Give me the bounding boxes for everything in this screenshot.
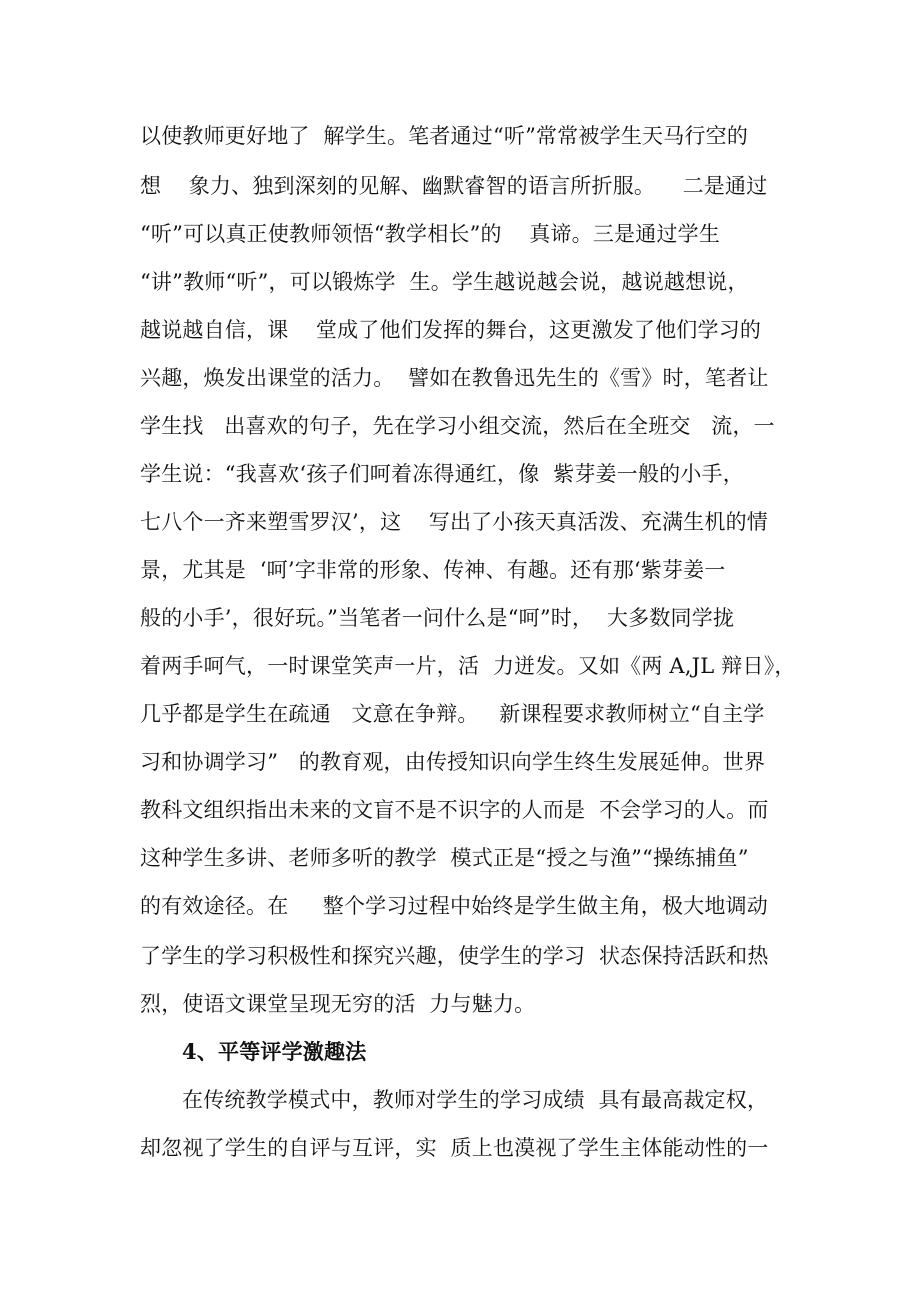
text-line: 在传统教学模式中，教师对学生的学习成绩 具有最高裁定权， [182, 1088, 769, 1112]
text-line: 七八个一齐来塑雪罗汉’，这 写出了小孩天真活泼、充满生机的情 [140, 510, 768, 534]
text-line: 学生找 出喜欢的句子，先在学习小组交流，然后在全班交 流，一 [140, 414, 775, 438]
text-line: 烈，使语文课堂呈现无穷的活 力与魅力。 [140, 992, 536, 1016]
text-line: 学生说：“我喜欢‘孩子们呵着冻得通红，像 紫芽姜一般的小手， [140, 462, 744, 486]
text-line: “听”可以真正使教师领悟“教学相长”的 真谛。三是通过学生 [140, 222, 721, 246]
text-line: 几乎都是学生在疏通 文意在争辩。 新课程要求教师树立“自主学 [140, 702, 765, 726]
text-line: 却忽视了学生的自评与互评，实 质上也漠视了学生主体能动性的一 [140, 1136, 769, 1160]
text-line: 兴趣，焕发出课堂的活力。 譬如在教鲁迅先生的《雪》时，笔者让 [140, 366, 769, 390]
text-line: 景，尤其是 ‘呵’字非常的形象、传神、有趣。还有那‘紫芽姜一 [140, 558, 726, 582]
text-line: “讲”教师“听”，可以锻炼学 生。学生越说越会说，越说越想说， [140, 270, 749, 294]
text-line: 着两手呵气，一时课堂笑声一片，活 力迸发。又如《两 A,JL 辩日》， [140, 654, 796, 678]
text-line: 了学生的学习积极性和探究兴趣，使学生的学习 状态保持活跃和热 [140, 944, 769, 968]
text-line: 以使教师更好地了 解学生。笔者通过“听”常常被学生天马行空的 [140, 124, 749, 148]
text-line: 的有效途径。在 整个学习过程中始终是学生做主角，极大地调动 [140, 894, 768, 918]
text-line: 习和协调学习” 的教育观，由传授知识向学生终生发展延伸。世界 [140, 750, 766, 774]
text-line: 这种学生多讲、老师多听的教学 模式正是“授之与渔”“操练捕鱼” [140, 846, 749, 870]
text-line: 越说越自信，课 堂成了他们发挥的舞台，这更激发了他们学习的 [140, 318, 762, 342]
text-line: 教科文组织指出未来的文盲不是不识字的人而是 不会学习的人。而 [140, 798, 769, 822]
section-heading: 4、平等评学激趣法 [182, 1039, 367, 1064]
text-line: 般的小手’，很好玩。”当笔者一问什么是“呵”时， 大多数同学拢 [140, 606, 735, 630]
text-line: 想 象力、独到深刻的见解、幽默睿智的语言所折服。 二是通过 [140, 174, 768, 198]
